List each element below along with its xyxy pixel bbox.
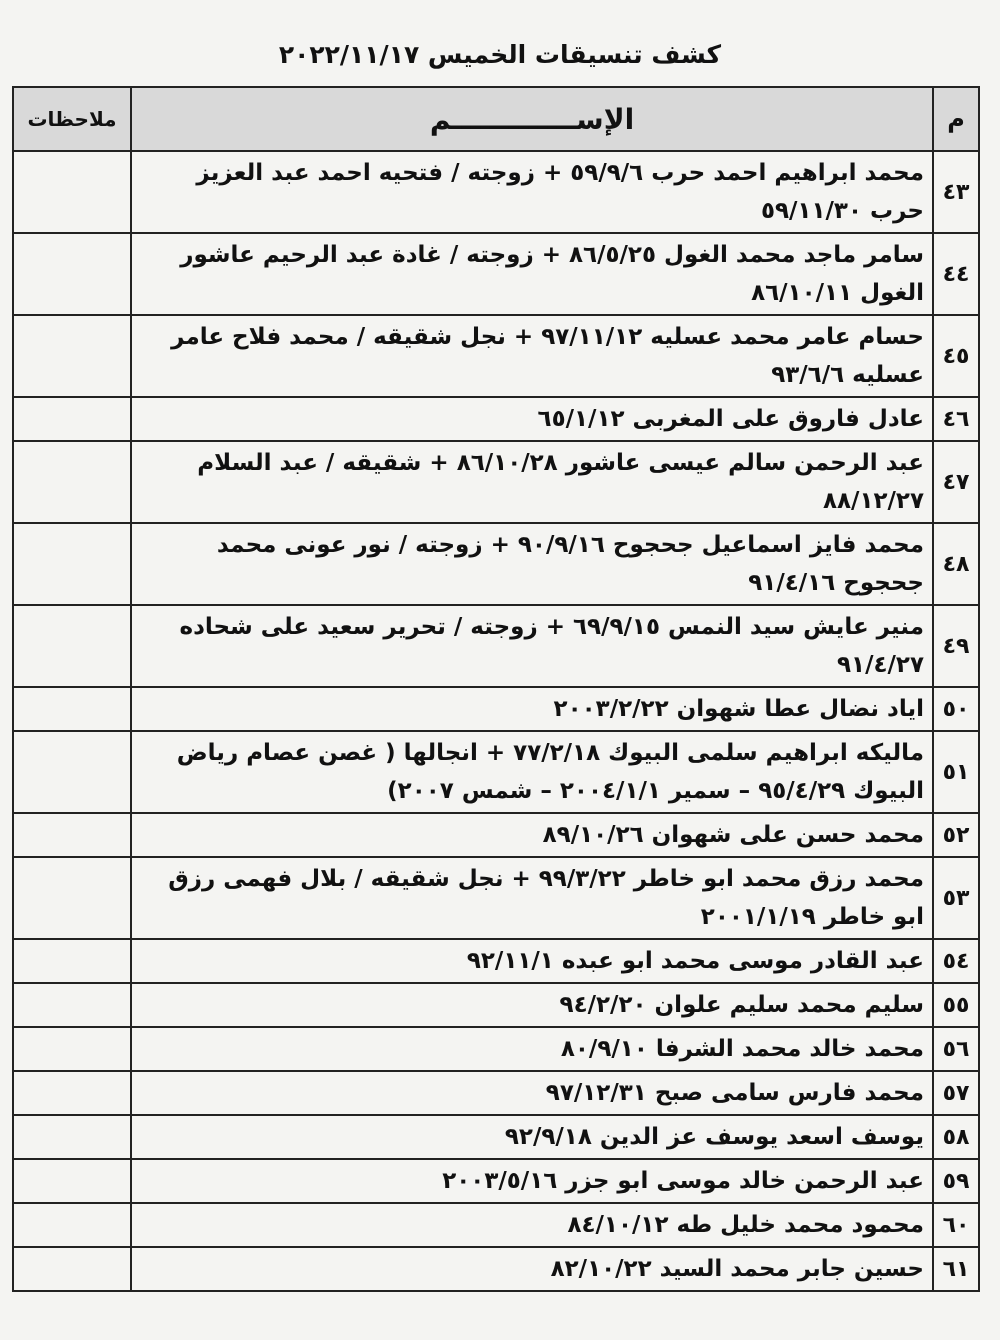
row-name-cell [131,315,933,397]
row-number: ٤٦ [933,397,979,441]
table-row [13,605,979,687]
row-notes-cell [13,857,131,939]
table-row [13,315,979,397]
row-name-cell [131,687,933,731]
row-name-cell [131,605,933,687]
row-notes-cell [13,441,131,523]
row-number: ٦٠ [933,1203,979,1247]
row-notes-cell [13,813,131,857]
name-line: البيوك ٩٥/٤/٢٩ – سمير ٢٠٠٤/١/١ – شمس ٢٠٠٧) [387,778,924,804]
row-notes-cell [13,397,131,441]
row-notes-cell [13,605,131,687]
row-number: ٥٩ [933,1159,979,1203]
name-line: جحجوح ٩١/٤/١٦ [748,570,924,596]
row-notes-cell [13,1115,131,1159]
coordination-table [12,86,980,1292]
name-line: اياد نضال عطا شهوان ٢٠٠٣/٢/٢٢ [553,696,924,722]
row-notes-cell [13,687,131,731]
table-row [13,731,979,813]
row-number: ٤٨ [933,523,979,605]
name-line: محمد خالد محمد الشرفا ٨٠/٩/١٠ [560,1036,924,1062]
name-line: عادل فاروق على المغربى ٦٥/١/١٢ [537,406,924,432]
table-row [13,1247,979,1291]
table-row [13,397,979,441]
row-name-cell [131,441,933,523]
row-name-cell [131,523,933,605]
table-body [13,151,979,1291]
name-line: الغول ٨٦/١٠/١١ [751,280,924,306]
name-line: ٩١/٤/٢٧ [837,652,924,678]
header-notes: ملاحظات [13,87,131,151]
row-notes-cell [13,1247,131,1291]
table-row [13,687,979,731]
row-name-cell [131,233,933,315]
header-number: م [933,87,979,151]
row-name-cell [131,983,933,1027]
name-line: محمود محمد خليل طه ٨٤/١٠/١٢ [567,1212,924,1238]
name-line: منير عايش سيد النمس ٦٩/٩/١٥ + زوجته / تحرير سعيد على شحاده [179,614,924,640]
row-name-cell [131,151,933,233]
row-number: ٥٨ [933,1115,979,1159]
row-name-cell [131,1159,933,1203]
table-row [13,939,979,983]
table-row [13,857,979,939]
row-notes-cell [13,1203,131,1247]
row-notes-cell [13,523,131,605]
header-name: الإســـــــــــــم [131,87,933,151]
name-line: سامر ماجد محمد الغول ٨٦/٥/٢٥ + زوجته / غادة عبد الرحيم عاشور [180,242,924,268]
row-notes-cell [13,939,131,983]
table-row [13,233,979,315]
row-number: ٤٣ [933,151,979,233]
table-row [13,151,979,233]
table-row [13,1071,979,1115]
name-line: ٨٨/١٢/٢٧ [822,488,924,514]
table-row [13,1115,979,1159]
row-number: ٤٧ [933,441,979,523]
table-row [13,523,979,605]
row-name-cell [131,1071,933,1115]
row-number: ٥١ [933,731,979,813]
document-title: كشف تنسيقات الخميس ٢٠٢٢/١١/١٧ [278,40,722,69]
name-line: عسليه ٩٣/٦/٦ [771,362,924,388]
row-name-cell [131,857,933,939]
name-line: ماليكه ابراهيم سلمى البيوك ٧٧/٢/١٨ + انجالها ( غصن عصام رياض [176,740,924,766]
row-notes-cell [13,983,131,1027]
name-line: محمد ابراهيم احمد حرب ٥٩/٩/٦ + زوجته / فتحيه احمد عبد العزيز [196,160,924,186]
row-number: ٥٧ [933,1071,979,1115]
row-number: ٤٩ [933,605,979,687]
name-line: محمد رزق محمد ابو خاطر ٩٩/٣/٢٢ + نجل شقيقه / بلال فهمى رزق [168,866,924,892]
name-line: حرب ٥٩/١١/٣٠ [760,198,924,224]
row-notes-cell [13,233,131,315]
row-number: ٥٠ [933,687,979,731]
row-name-cell [131,1247,933,1291]
table-header-row [13,87,979,151]
row-name-cell [131,813,933,857]
name-line: محمد حسن على شهوان ٨٩/١٠/٢٦ [542,822,924,848]
name-line: عبد الرحمن خالد موسى ابو جزر ٢٠٠٣/٥/١٦ [442,1168,924,1194]
row-name-cell [131,1115,933,1159]
row-number: ٥٥ [933,983,979,1027]
row-number: ٥٤ [933,939,979,983]
row-name-cell [131,939,933,983]
table-row [13,1159,979,1203]
name-line: سليم محمد سليم علوان ٩٤/٢/٢٠ [559,992,924,1018]
table-row [13,1203,979,1247]
row-notes-cell [13,1071,131,1115]
name-line: عبد القادر موسى محمد ابو عبده ٩٢/١١/١ [466,948,924,974]
name-line: ابو خاطر ٢٠٠١/١/١٩ [700,904,924,930]
row-number: ٤٥ [933,315,979,397]
name-line: محمد فايز اسماعيل جحجوح ٩٠/٩/١٦ + زوجته / نور عونى محمد [216,532,924,558]
row-notes-cell [13,151,131,233]
row-notes-cell [13,731,131,813]
name-line: عبد الرحمن سالم عيسى عاشور ٨٦/١٠/٢٨ + شقيقه / عبد السلام [197,450,924,476]
name-line: يوسف اسعد يوسف عز الدين ٩٢/٩/١٨ [504,1124,924,1150]
row-number: ٦١ [933,1247,979,1291]
row-notes-cell [13,1027,131,1071]
table-row [13,1027,979,1071]
row-number: ٥٦ [933,1027,979,1071]
row-name-cell [131,397,933,441]
row-number: ٤٤ [933,233,979,315]
row-name-cell [131,731,933,813]
name-line: حسين جابر محمد السيد ٨٢/١٠/٢٢ [550,1256,924,1282]
name-line: حسام عامر محمد عسليه ٩٧/١١/١٢ + نجل شقيقه / محمد فلاح عامر [171,324,924,350]
row-notes-cell [13,315,131,397]
row-name-cell [131,1203,933,1247]
table-row [13,441,979,523]
row-name-cell [131,1027,933,1071]
table-row [13,813,979,857]
name-line: محمد فارس سامى صبح ٩٧/١٢/٣١ [545,1080,924,1106]
row-number: ٥٢ [933,813,979,857]
row-notes-cell [13,1159,131,1203]
row-number: ٥٣ [933,857,979,939]
table-row [13,983,979,1027]
